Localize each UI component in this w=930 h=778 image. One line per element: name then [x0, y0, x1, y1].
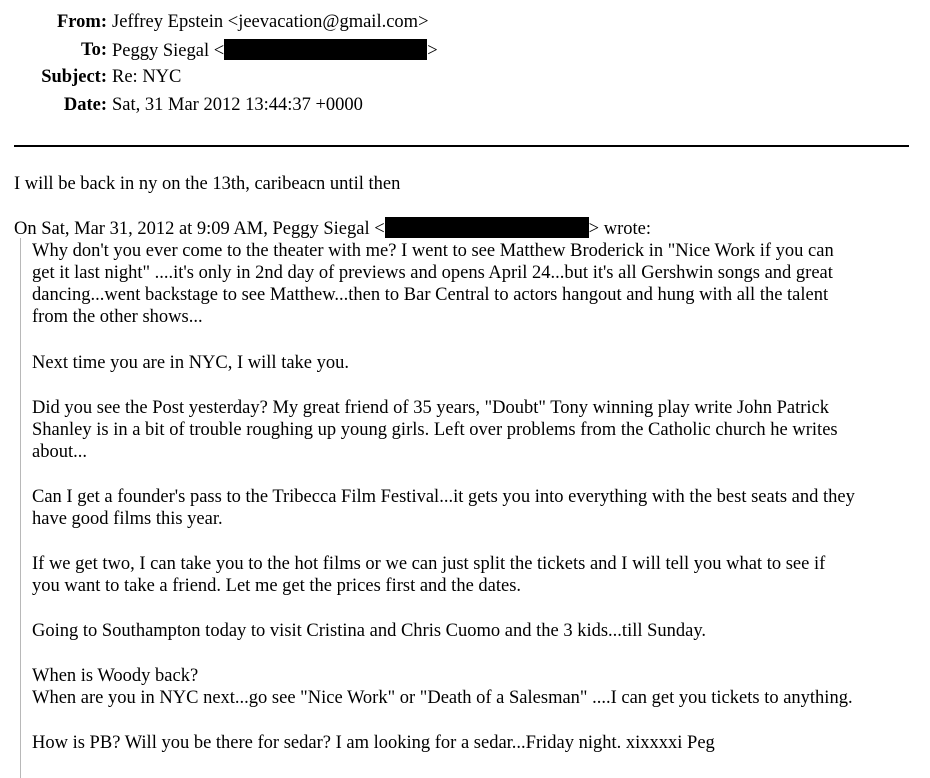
quoted-line: have good films this year. [32, 509, 223, 529]
quoted-line: Did you see the Post yesterday? My great friend of 35 years, "Doubt" Tony winning play write John Patrick [32, 398, 829, 418]
quoted-paragraph [32, 665, 930, 709]
date-value: Sat, 31 Mar 2012 13:44:37 +0000 [112, 94, 363, 115]
quoted-line: you want to take a friend. Let me get the prices first and the dates. [32, 576, 522, 596]
subject-label: Subject: [41, 67, 107, 87]
quoted-paragraph [32, 732, 930, 754]
quoted-message [20, 238, 926, 778]
quote-attribution [14, 217, 651, 240]
quoted-paragraph [32, 486, 930, 530]
attribution-prefix: On Sat, Mar 31, 2012 at 9:09 AM, Peggy Siegal < [14, 219, 385, 239]
to-value [112, 39, 438, 62]
quoted-paragraph [32, 240, 930, 328]
to-label: To: [80, 39, 107, 60]
date-label: Date: [63, 94, 107, 115]
quoted-line: Why don't you ever come to the theater with me? I went to see Matthew Broderick in "Nice Work if you can [32, 241, 834, 261]
quoted-line: How is PB? Will you be there for sedar? I am looking for a sedar...Friday night. xixxxxi Peg [32, 733, 715, 753]
redaction-bar [224, 39, 427, 60]
to-name: Peggy Siegal < [112, 40, 225, 61]
quoted-line: Going to Southampton today to visit Cristina and Chris Cuomo and the 3 kids...till Sunday. [32, 621, 707, 641]
quoted-line: If we get two, I can take you to the hot films or we can just split the tickets and I will tell you what to see if [32, 554, 826, 574]
reply-text: I will be back in ny on the 13th, caribeacn until then [14, 174, 401, 194]
quoted-paragraph [32, 553, 930, 597]
from-label: From: [57, 12, 107, 32]
quoted-line: Can I get a founder's pass to the Tribecca Film Festival...it gets you into everything with the best seats and they [32, 487, 855, 507]
quoted-paragraph [32, 620, 930, 642]
quoted-paragraph [32, 397, 930, 463]
header-divider [14, 145, 909, 147]
quoted-line: dancing...went backstage to see Matthew...then to Bar Central to actors hangout and hung with all the talent [32, 285, 829, 305]
from-value: Jeffrey Epstein <jeevacation@gmail.com> [112, 12, 429, 32]
quoted-line: When are you in NYC next...go see "Nice Work" or "Death of a Salesman" ....I can get you tickets to anything. [32, 688, 853, 708]
redaction-bar [385, 217, 589, 238]
quoted-line: get it last night" ....it's only in 2nd day of previews and opens April 24...but it's all Gershwin songs and great [32, 263, 833, 283]
quoted-line: Next time you are in NYC, I will take you. [32, 353, 350, 373]
subject-value: Re: NYC [112, 67, 182, 87]
quoted-line: When is Woody back? [32, 666, 199, 686]
attribution-suffix: > wrote: [588, 219, 651, 239]
quoted-line: from the other shows... [32, 307, 203, 327]
quoted-line: Shanley is in a bit of trouble roughing up young girls. Left over problems from the Catholic church he writes [32, 420, 838, 440]
to-close: > [427, 40, 438, 61]
quoted-line: about... [32, 442, 87, 462]
quoted-paragraph [32, 352, 930, 374]
